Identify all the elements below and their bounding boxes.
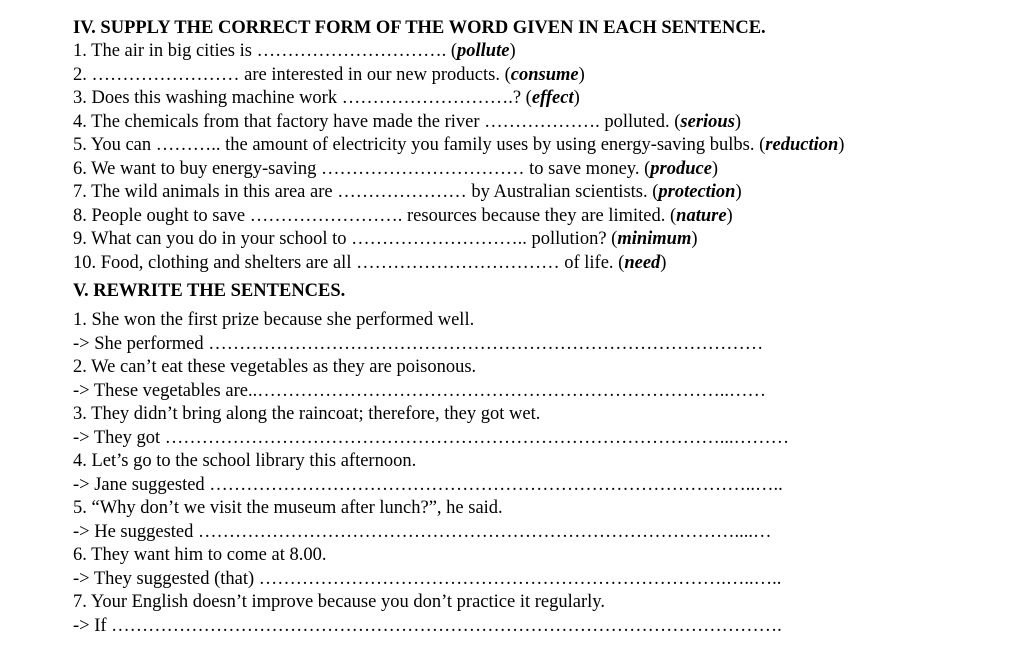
exercise-item: 1. The air in big cities is …………………………. (pollute) [73,41,516,61]
exercise-item: 7. The wild animals in this area are ………………… by Australian scientists. (protection) [73,182,742,202]
word-hint: effect [531,88,574,108]
original-sentence: 5. “Why don’t we visit the museum after lunch?”, he said. [73,498,503,518]
rewrite-answer-line: -> Jane suggested ……………………………………………………………………………..….. [73,474,783,495]
rewrite-answer-line: -> They got ………………………………………………………………………………...……… [73,427,790,448]
word-hint: serious [680,111,735,132]
exercise-item: 3. Does this washing machine work ……………………….? (effect) [73,88,580,108]
exercise-item: 8. People ought to save ……………………. resources because they are limited. (nature) [73,205,733,226]
original-sentence: 1. She won the first prize because she performed well. [73,310,475,330]
exercise-item: 2. …………………… are interested in our new products. (consume) [73,64,585,85]
rewrite-answer-line: -> These vegetables are..…………………………………………………………………..…… [73,380,766,401]
word-hint: protection [658,182,736,202]
word-hint: reduction [765,135,839,155]
word-hint: minimum [617,229,692,249]
original-sentence: 7. Your English doesn’t improve because you don’t practice it regularly. [73,592,605,612]
exercise-item: 10. Food, clothing and shelters are all …………………………… of life. (need) [73,252,667,273]
exercise-item: 5. You can ……….. the amount of electricity you family uses by using energy-saving bulbs. (reduction) [73,135,845,155]
exercise-item: 9. What can you do in your school to ……………………….. pollution? (minimum) [73,229,698,249]
section-4-title: IV. SUPPLY THE CORRECT FORM OF THE WORD GIVEN IN EACH SENTENCE. [73,18,766,38]
original-sentence: 2. We can’t eat these vegetables as they are poisonous. [73,357,477,377]
word-hint: pollute [457,41,510,61]
exercise-item: 4. The chemicals from that factory have made the river ………………. polluted. (serious) [73,111,742,132]
rewrite-answer-line: -> He suggested ……………………………………………………………………………....… [73,521,772,542]
word-hint: consume [510,64,579,85]
rewrite-answer-line: -> They suggested (that) ………………………………………………………………….…..….. [73,568,782,589]
rewrite-answer-line: -> If ………………………………………………………………………………………………. [73,615,782,636]
word-hint: nature [676,205,727,226]
worksheet [73,17,1013,638]
original-sentence: 6. They want him to come at 8.00. [73,545,327,565]
rewrite-answer-line: -> She performed ……………………………………………………………………………… [73,333,764,354]
section-5-title: V. REWRITE THE SENTENCES. [73,281,346,301]
original-sentence: 3. They didn’t bring along the raincoat; therefore, they got wet. [73,404,541,424]
section-4-list [73,40,1013,275]
word-hint: produce [650,158,712,179]
original-sentence: 4. Let’s go to the school library this afternoon. [73,451,417,471]
word-hint: need [624,252,661,273]
section-5-list [73,309,1013,638]
exercise-item: 6. We want to buy energy-saving …………………………… to save money. (produce) [73,158,719,179]
